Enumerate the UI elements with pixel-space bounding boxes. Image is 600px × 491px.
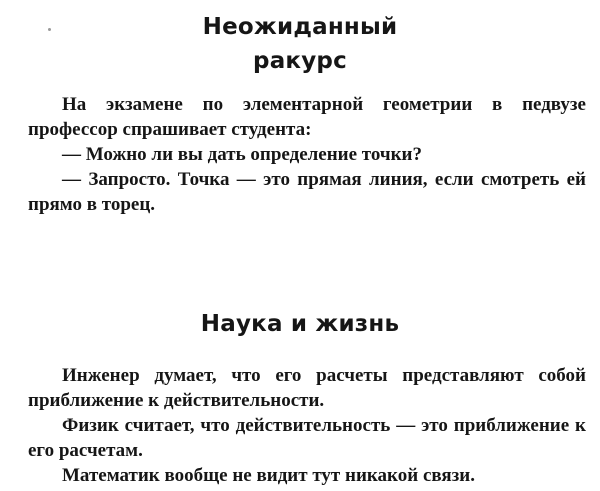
paragraph-engineer: Инженер думает, что его расчеты представляют собой приближение к действительности. <box>28 365 586 411</box>
paragraph-answer: — Запросто. Точка — это прямая линия, если смотреть ей прямо в торец. <box>28 169 586 215</box>
section-body-science-and-life <box>28 363 586 488</box>
paragraph-exam-intro: На экзамене по элементарной геометрии в педвузе профессор спрашивает студента: <box>28 94 586 140</box>
section-title-science-and-life: Наука и жизнь <box>200 311 400 337</box>
paragraph-mathematician: Математик вообще не видит тут никакой связи. <box>62 465 476 486</box>
section-body-unexpected-angle <box>28 92 586 217</box>
paragraph-question: — Можно ли вы дать определение точки? <box>62 144 422 165</box>
section-title-unexpected-angle-line2: ракурс <box>253 48 347 74</box>
section-title-unexpected-angle-line1: Неожиданный <box>202 14 398 40</box>
paragraph-physicist: Физик считает, что действительность — это приближение к его расчетам. <box>28 415 586 461</box>
